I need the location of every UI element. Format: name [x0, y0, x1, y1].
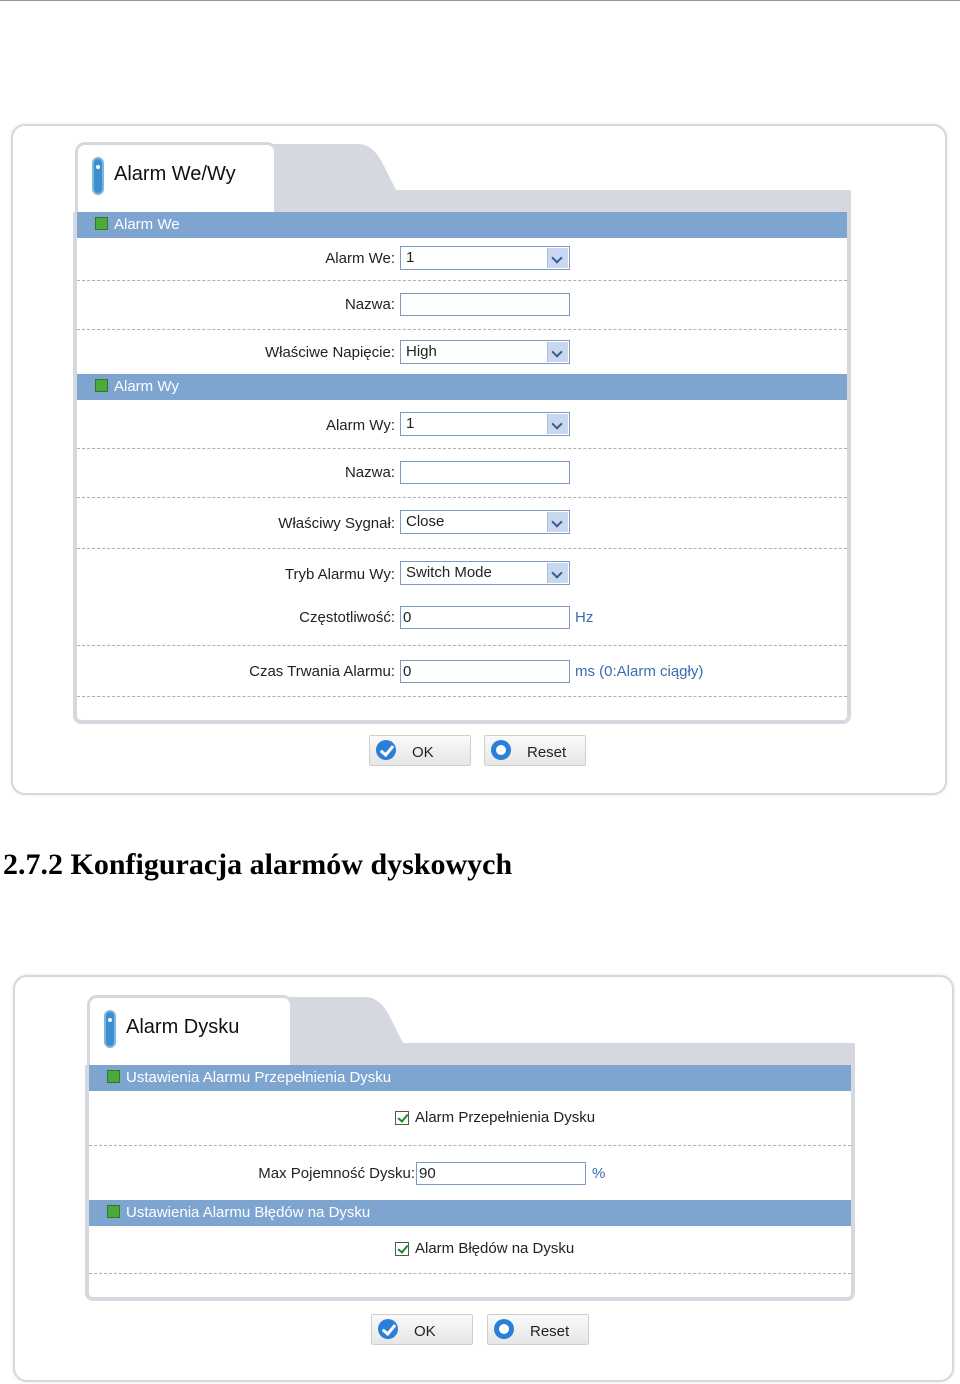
- duration-label: Czas Trwania Alarmu:: [249, 663, 395, 680]
- mode-select[interactable]: Switch Mode: [400, 561, 570, 585]
- tab-curve: [268, 144, 408, 214]
- duration-unit: ms (0:Alarm ciągły): [575, 663, 704, 680]
- tab-title: Alarm Dysku: [126, 1016, 240, 1038]
- chevron-down-icon[interactable]: [547, 342, 568, 362]
- voltage-label: Właściwe Napięcie:: [264, 344, 395, 361]
- error-check-label: Alarm Błędów na Dysku: [415, 1240, 575, 1257]
- chevron-down-icon[interactable]: [547, 414, 568, 434]
- signal-select[interactable]: Close: [400, 510, 570, 534]
- row-name-out: [77, 449, 847, 498]
- row-max-capacity: [89, 1146, 851, 1200]
- section-bullet-icon: [95, 217, 108, 230]
- name-out-label: Nazwa:: [344, 464, 395, 481]
- section-bullet-icon: [95, 379, 108, 392]
- section-heading: 2.7.2 Konfiguracja alarmów dyskowych: [3, 848, 513, 881]
- row-voltage: [77, 330, 847, 374]
- alarm-in-label: Alarm We:: [325, 250, 395, 267]
- reset-icon: [491, 740, 511, 760]
- disk-alarm-panel: [85, 1065, 855, 1301]
- row-alarm-in: [77, 238, 847, 281]
- tab-alarm-io[interactable]: [75, 142, 277, 215]
- tab-icon: [104, 1010, 116, 1048]
- name-out-input[interactable]: [400, 461, 570, 484]
- mode-label: Tryb Alarmu Wy:: [284, 566, 395, 583]
- section-bullet-icon: [107, 1205, 120, 1218]
- row-error-check: [89, 1226, 851, 1274]
- reset-icon: [494, 1319, 514, 1339]
- reset-button[interactable]: Reset: [487, 1314, 589, 1345]
- row-name-in: [77, 281, 847, 330]
- section-alarm-in: Alarm We: [77, 212, 847, 238]
- signal-label: Właściwy Sygnał:: [278, 515, 395, 532]
- row-signal: [77, 498, 847, 549]
- chevron-down-icon[interactable]: [547, 512, 568, 532]
- max-capacity-unit: %: [592, 1165, 606, 1182]
- page-top-rule: [0, 0, 960, 1]
- overflow-check-label: Alarm Przepełnienia Dysku: [415, 1109, 596, 1126]
- name-in-label: Nazwa:: [344, 296, 395, 313]
- freq-label: Częstotliwość:: [299, 609, 395, 626]
- reset-button[interactable]: Reset: [484, 735, 586, 766]
- section-alarm-out: Alarm Wy: [77, 374, 847, 400]
- name-in-input[interactable]: [400, 293, 570, 316]
- alarm-io-panel: [73, 212, 851, 724]
- ok-button[interactable]: OK: [371, 1314, 473, 1345]
- error-checkbox[interactable]: [395, 1242, 409, 1256]
- row-frequency: [77, 593, 847, 646]
- check-icon: [378, 1319, 398, 1339]
- check-icon: [376, 740, 396, 760]
- alarm-io-frame: [11, 124, 947, 795]
- tab-icon: [92, 157, 104, 195]
- row-duration: [77, 646, 847, 697]
- disk-alarm-frame: [13, 975, 954, 1382]
- tab-title: Alarm We/Wy: [114, 163, 236, 185]
- voltage-select[interactable]: High: [400, 340, 570, 364]
- tab-curve: [285, 997, 425, 1067]
- tab-alarm-disk[interactable]: [87, 995, 293, 1068]
- max-capacity-label: Max Pojemność Dysku:: [258, 1165, 415, 1182]
- ok-button[interactable]: OK: [369, 735, 471, 766]
- section-disk-overflow: Ustawienia Alarmu Przepełnienia Dysku: [89, 1065, 851, 1091]
- section-bullet-icon: [107, 1070, 120, 1083]
- overflow-checkbox[interactable]: [395, 1111, 409, 1125]
- alarm-in-select[interactable]: 1: [400, 246, 570, 270]
- duration-input[interactable]: 0: [400, 660, 570, 683]
- row-overflow-check: [89, 1091, 851, 1146]
- alarm-out-select[interactable]: 1: [400, 412, 570, 436]
- chevron-down-icon[interactable]: [547, 563, 568, 583]
- chevron-down-icon[interactable]: [547, 248, 568, 268]
- max-capacity-input[interactable]: 90: [416, 1162, 586, 1185]
- freq-unit: Hz: [575, 609, 594, 626]
- row-mode: [77, 549, 847, 593]
- freq-input[interactable]: 0: [400, 606, 570, 629]
- section-disk-error: Ustawienia Alarmu Błędów na Dysku: [89, 1200, 851, 1226]
- alarm-out-label: Alarm Wy:: [325, 417, 395, 434]
- row-alarm-out: [77, 400, 847, 449]
